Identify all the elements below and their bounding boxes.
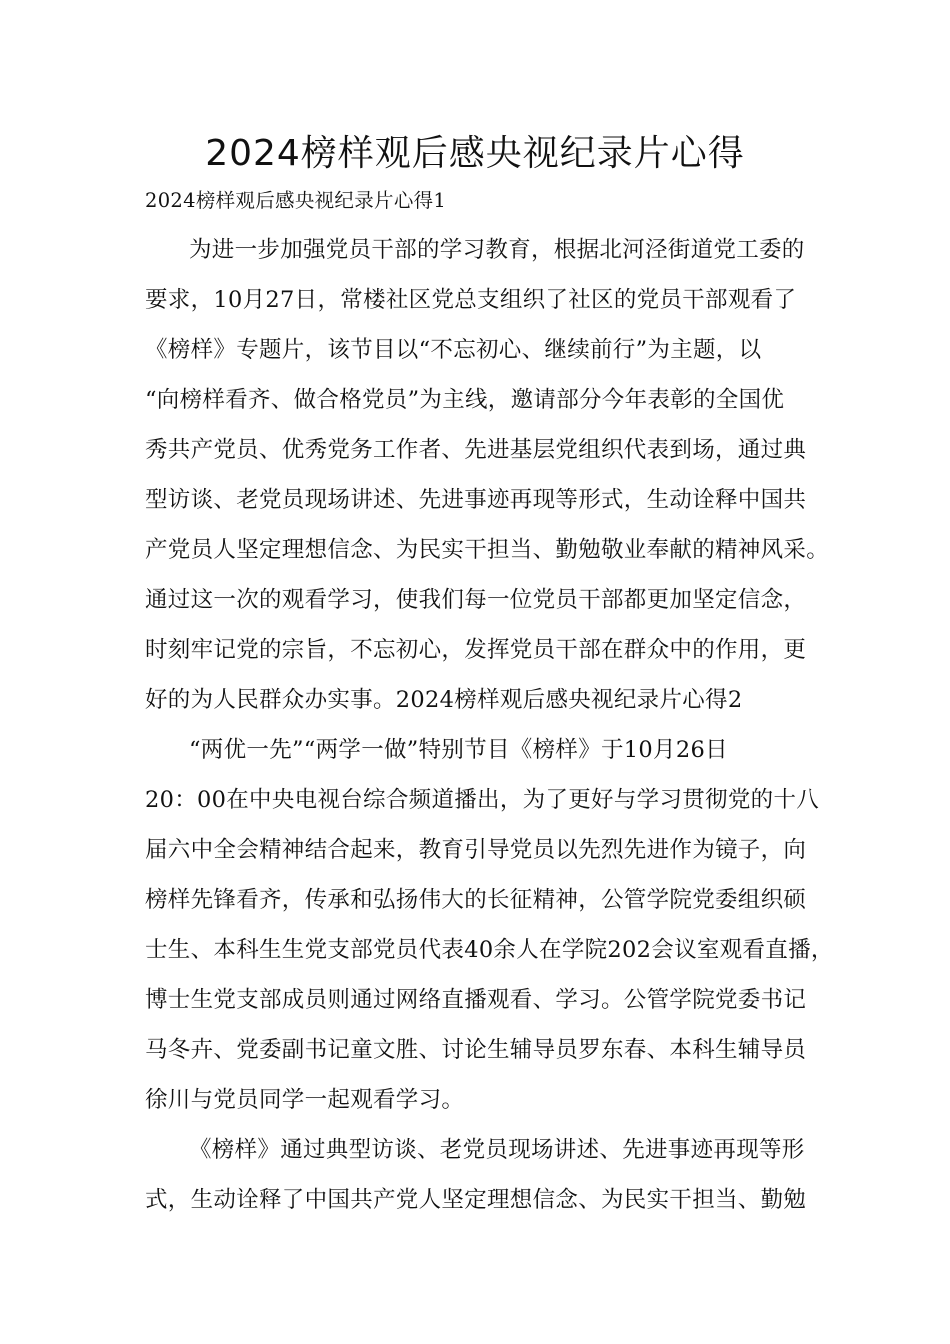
- paragraph-line: 20：00在中央电视台综合频道播出，为了更好与学习贯彻党的十八: [145, 787, 820, 813]
- section-heading-1: 2024榜样观后感央视纪录片心得1: [145, 189, 447, 212]
- paragraph-line: 通过这一次的观看学习，使我们每一位党员干部都更加坚定信念，: [145, 587, 807, 613]
- paragraph-line: 博士生党支部成员则通过网络直播观看、学习。公管学院党委书记: [145, 987, 807, 1013]
- paragraph-line: 届六中全会精神结合起来，教育引导党员以先烈先进作为镜子，向: [145, 837, 807, 863]
- paragraph-line: 马冬卉、党委副书记童文胜、讨论生辅导员罗东春、本科生辅导员: [145, 1037, 807, 1063]
- paragraph-line: 徐川与党员同学一起观看学习。: [145, 1087, 465, 1113]
- paragraph-line: 《榜样》通过典型访谈、老党员现场讲述、先进事迹再现等形: [189, 1137, 805, 1163]
- paragraph-line: 好的为人民群众办实事。2024榜样观后感央视纪录片心得2: [145, 687, 743, 713]
- paragraph-line: 产党员人坚定理想信念、为民实干担当、勤勉敬业奉献的精神风采。: [145, 537, 830, 563]
- paragraph-line: “向榜样看齐、做合格党员”为主线，邀请部分今年表彰的全国优: [145, 387, 785, 413]
- paragraph-line: 要求，10月27日，常楼社区党总支组织了社区的党员干部观看了: [145, 287, 797, 313]
- paragraph-line: 榜样先锋看齐，传承和弘扬伟大的长征精神，公管学院党委组织硕: [145, 887, 807, 913]
- paragraph-line: 为进一步加强党员干部的学习教育，根据北河泾街道党工委的: [189, 237, 805, 263]
- paragraph-line: 时刻牢记党的宗旨，不忘初心，发挥党员干部在群众中的作用，更: [145, 637, 807, 663]
- paragraph-line: 《榜样》专题片，该节目以“不忘初心、继续前行”为主题，以: [145, 337, 762, 363]
- paragraph-line: 型访谈、老党员现场讲述、先进事迹再现等形式，生动诠释中国共: [145, 487, 807, 513]
- paragraph-line: 式，生动诠释了中国共产党人坚定理想信念、为民实干担当、勤勉: [145, 1187, 807, 1213]
- paragraph-line: “两优一先”“两学一做”特别节目《榜样》于10月26日: [189, 737, 728, 763]
- document-title: 2024榜样观后感央视纪录片心得: [205, 133, 745, 174]
- paragraph-line: 士生、本科生生党支部党员代表40余人在学院202会议室观看直播，: [145, 937, 834, 963]
- paragraph-line: 秀共产党员、优秀党务工作者、先进基层党组织代表到场，通过典: [145, 437, 807, 463]
